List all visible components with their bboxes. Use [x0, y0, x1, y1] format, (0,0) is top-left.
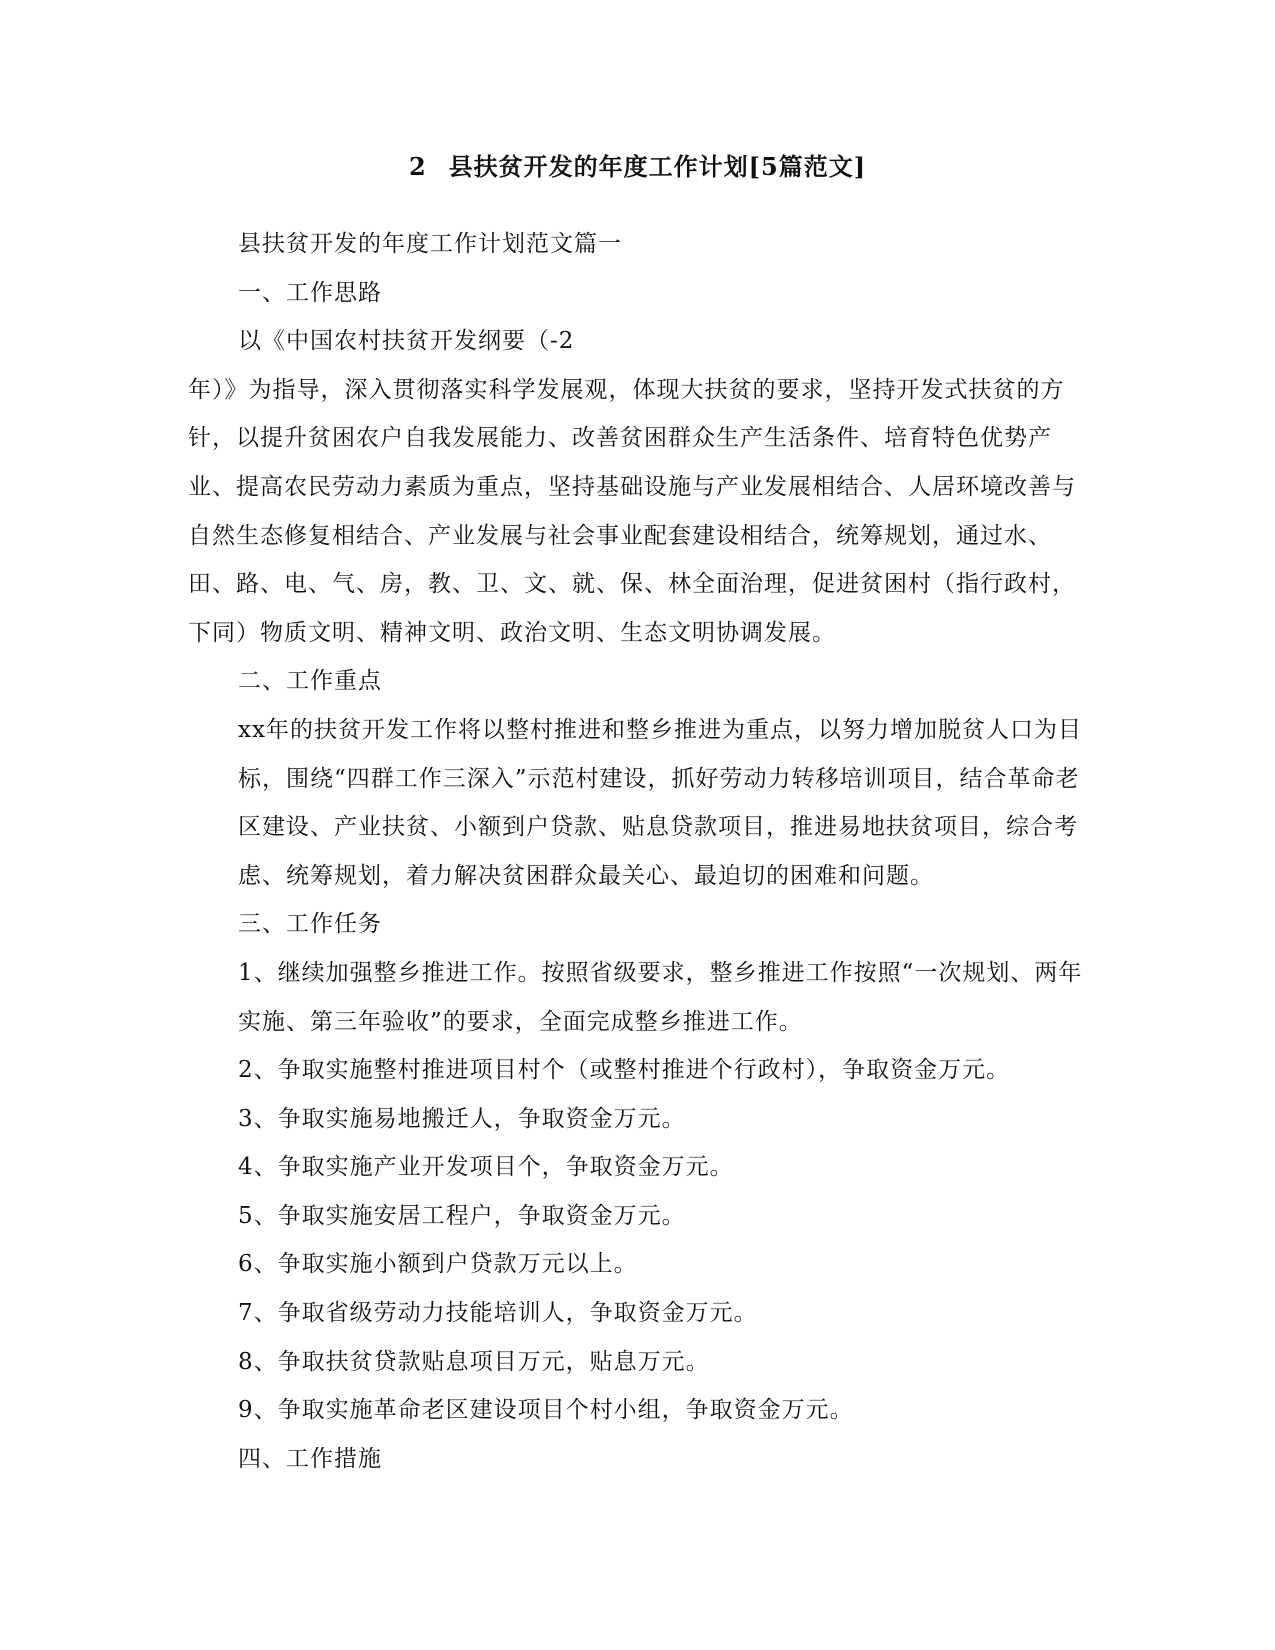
task-item-4: 4、争取实施产业开发项目个，争取资金万元。 [238, 1154, 734, 1181]
task-item-8: 8、争取扶贫贷款贴息项目万元，贴息万元。 [238, 1348, 710, 1375]
section-heading-3: 三、工作任务 [238, 911, 382, 938]
paragraph-focus: xx年的扶贫开发工作将以整村推进和整乡推进为重点，以努力增加脱贫人口为目标，围绕“四群工作三深入”示范村建设，抓好劳动力转移培训项目，结合革命老区建设、产业扶贫、小额到户贷款、贴息贷款项目，推进易地扶贫项目，综合考虑、统筹规划，着力解决贫困群众最关心、最迫切的困难和问题。 [238, 716, 1082, 889]
paragraph-guideline-start: 以《中国农村扶贫开发纲要（-2 [238, 328, 575, 355]
task-item-5: 5、争取实施安居工程户，争取资金万元。 [238, 1202, 686, 1229]
section-heading-2: 二、工作重点 [238, 668, 382, 695]
section-heading-4: 四、工作措施 [238, 1445, 382, 1472]
document-body [188, 220, 1088, 1483]
title-number: 2 [408, 152, 427, 181]
page-title [0, 150, 1275, 184]
title-text: 县扶贫开发的年度工作计划[5篇范文] [448, 152, 867, 181]
task-item-9: 9、争取实施革命老区建设项目个村小组，争取资金万元。 [238, 1397, 854, 1424]
task-item-3: 3、争取实施易地搬迁人，争取资金万元。 [238, 1105, 686, 1132]
task-item-7: 7、争取省级劳动力技能培训人，争取资金万元。 [238, 1300, 758, 1327]
task-item-2: 2、争取实施整村推进项目村个（或整村推进个行政村），争取资金万元。 [238, 1057, 1011, 1084]
paragraph-guideline: 年）》为指导，深入贯彻落实科学发展观，体现大扶贫的要求，坚持开发式扶贫的方针，以提升贫困农户自我发展能力、改善贫困群众生产生活条件、培育特色优势产业、提高农民劳动力素质为重点，坚持基础设施与产业发展相结合、人居环境改善与自然生态修复相结合、产业发展与社会事业配套建设相结合，统筹规划，通过水、田、路、电、气、房，教、卫、文、就、保、林全面治理，促进贫困村（指行政村，下同）物质文明、精神文明、政治文明、生态文明协调发展。 [188, 376, 1076, 646]
task-item-1: 1、继续加强整乡推进工作。按照省级要求，整乡推进工作按照“一次规划、两年实施、第三年验收”的要求，全面完成整乡推进工作。 [238, 959, 1083, 1035]
task-item-6: 6、争取实施小额到户贷款万元以上。 [238, 1251, 638, 1278]
section-heading-1: 一、工作思路 [238, 279, 382, 306]
section-heading-intro: 县扶贫开发的年度工作计划范文篇一 [238, 231, 622, 257]
